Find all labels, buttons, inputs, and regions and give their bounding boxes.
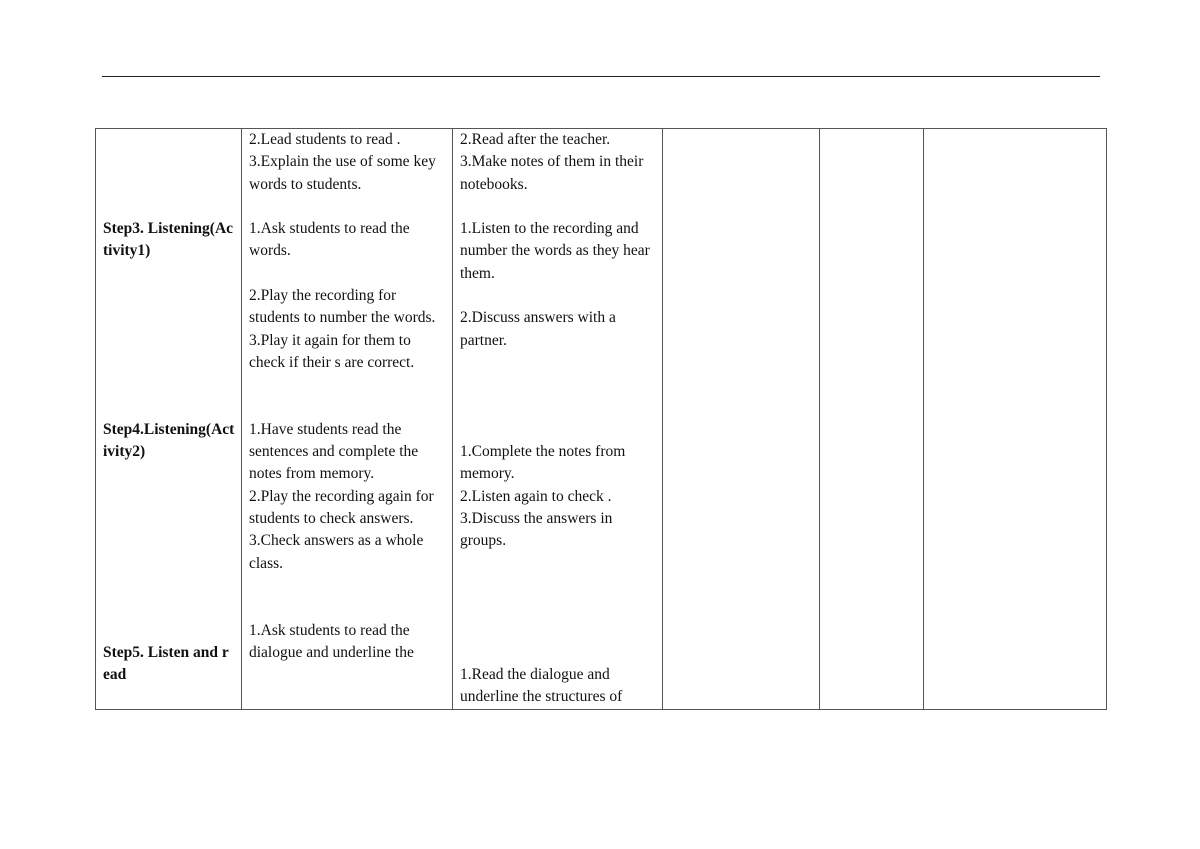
step-title-step4: Step4.Listening(Activity2) <box>103 420 235 461</box>
student-line: 2.Listen again to check . <box>460 487 612 505</box>
empty-cell <box>663 129 820 710</box>
teacher-line: 2.Lead students to read . <box>249 131 401 148</box>
header-rule <box>102 76 1100 77</box>
student-activity-cell <box>453 129 663 710</box>
teacher-line: 3.Play it again for them to check if their s are correct. <box>249 331 415 371</box>
step-title-step5: Step5. Listen and read <box>103 643 229 684</box>
student-line: 2.Read after the teacher. <box>460 131 611 148</box>
student-line: 1.Listen to the recording and number the words as they hear them. <box>460 220 650 282</box>
teacher-line: 1.Ask students to read the words. <box>249 220 410 260</box>
teacher-activity-cell <box>242 129 453 710</box>
teacher-line: 1.Have students read the sentences and complete the notes from memory. <box>249 420 419 483</box>
student-line: 3.Make notes of them in their notebooks. <box>460 153 644 193</box>
empty-cell <box>820 129 924 710</box>
teacher-line: 1.Ask students to read the dialogue and underline the <box>249 621 414 661</box>
teacher-line: 3.Check answers as a whole class. <box>249 532 424 572</box>
student-line: 1.Complete the notes from memory. <box>460 443 626 483</box>
student-line: 1.Read the dialogue and underline the structures of <box>460 666 623 706</box>
teacher-line: 3.Explain the use of some key words to students. <box>249 153 436 193</box>
lesson-plan-table <box>95 128 1107 710</box>
student-line: 3.Discuss the answers in groups. <box>460 510 613 550</box>
student-line: 2.Discuss answers with a partner. <box>460 309 616 349</box>
step-cell <box>96 129 242 710</box>
teacher-line: 2.Play the recording again for students to check answers. <box>249 487 434 528</box>
teacher-line: 2.Play the recording for students to number the words. <box>249 287 436 327</box>
table-row <box>96 129 1107 710</box>
step-title-step3: Step3. Listening(Activity1) <box>103 220 234 260</box>
empty-cell <box>924 129 1107 710</box>
